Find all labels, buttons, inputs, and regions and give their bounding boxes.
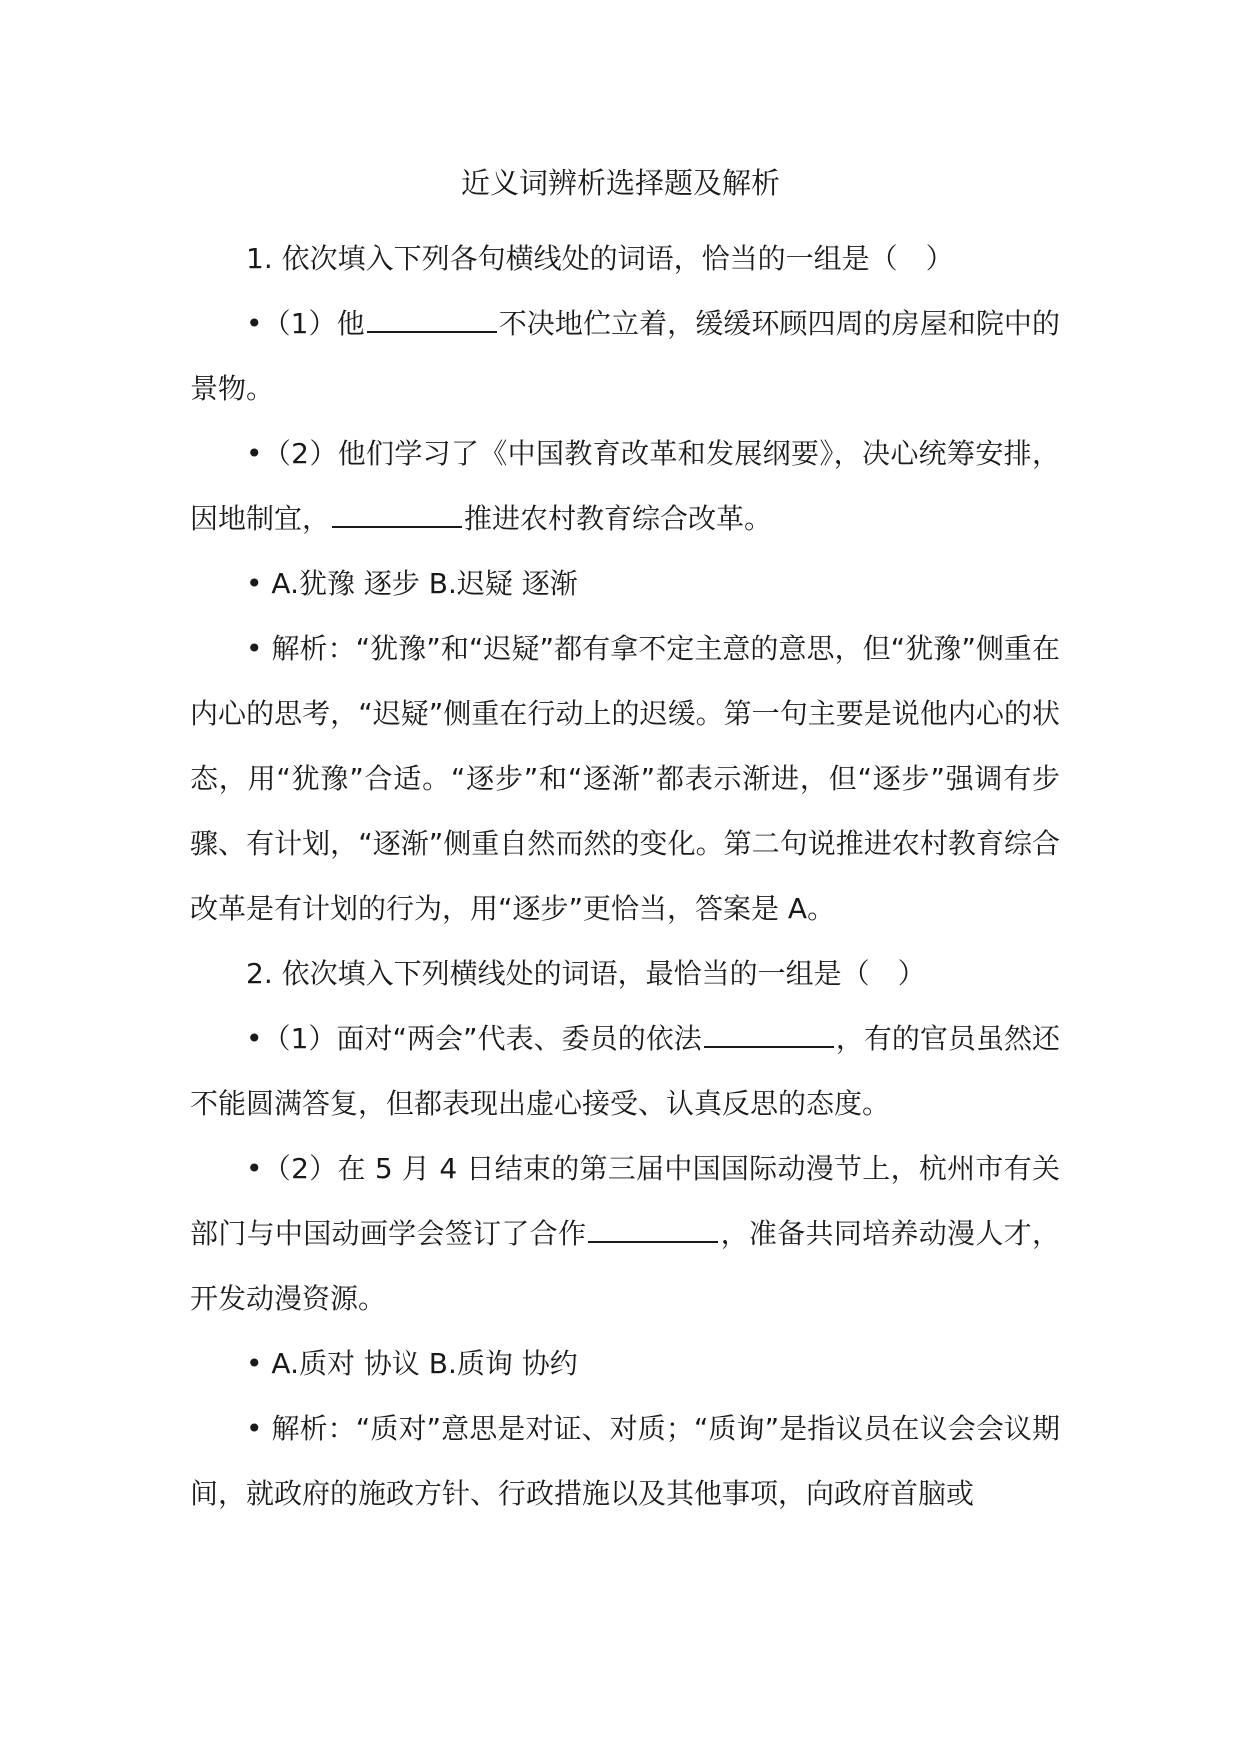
q1-s2-pre: •（2）他们学习了《中国教育改革和发展纲要》，决心统筹安排，因地制宜， xyxy=(190,437,1060,535)
question-2-stem: 2. 依次填入下列横线处的词语，最恰当的一组是（ ） xyxy=(246,957,926,990)
q2-s2-pre: •（2）在 5 月 4 日结束的第三届中国国际动漫节上，杭州市有关部门与中国动画学会签订了合作 xyxy=(190,1152,1060,1250)
q2-s1-pre: •（1）面对“两会”代表、委员的依法 xyxy=(246,1022,702,1055)
question-2-sentence-2 xyxy=(190,1136,1060,1331)
q1-s2-post: 推进农村教育综合改革。 xyxy=(464,502,773,535)
question-1-sentence-1 xyxy=(190,291,1060,421)
q1-s1-post: 不决地伫立着，缓缓环顾四周的房屋和院中的景物。 xyxy=(190,307,1060,405)
question-1-options: • A.犹豫 逐步 B.迟疑 逐渐 xyxy=(246,567,578,600)
blank-line xyxy=(588,1217,718,1243)
question-2-sentence-1 xyxy=(190,1006,1060,1136)
question-1-stem: 1. 依次填入下列各句横线处的词语，恰当的一组是（ ） xyxy=(246,242,954,275)
q2-s1-post: ，有的官员虽然还不能圆满答复，但都表现出虚心接受、认真反思的态度。 xyxy=(190,1022,1060,1120)
blank-line xyxy=(367,307,497,333)
blank-line xyxy=(332,502,462,528)
question-2-options: • A.质对 协议 B.质询 协约 xyxy=(246,1347,578,1380)
q1-s1-pre: •（1）他 xyxy=(246,307,365,340)
question-2-analysis: • 解析：“质对”意思是对证、对质；“质询”是指议员在议会会议期间，就政府的施政方针、行政措施以及其他事项，向政府首脑或 xyxy=(190,1412,1060,1510)
document-body xyxy=(190,226,1060,1526)
question-1-analysis: • 解析：“犹豫”和“迟疑”都有拿不定主意的意思，但“犹豫”侧重在内心的思考，“迟疑”侧重在行动上的迟缓。第一句主要是说他内心的状态，用“犹豫”合适。“逐步”和“逐渐”都表示渐进，但“逐步”强调有步骤、有计划，“逐渐”侧重自然而然的变化。第二句说推进农村教育综合改革是有计划的行为，用“逐步”更恰当，答案是 A。 xyxy=(190,632,1060,925)
document-title: 近义词辨析选择题及解析 xyxy=(460,166,780,200)
blank-line xyxy=(704,1022,834,1048)
question-1-sentence-2 xyxy=(190,421,1060,551)
q2-s2-post: ，准备共同培养动漫人才，开发动漫资源。 xyxy=(190,1217,1060,1315)
